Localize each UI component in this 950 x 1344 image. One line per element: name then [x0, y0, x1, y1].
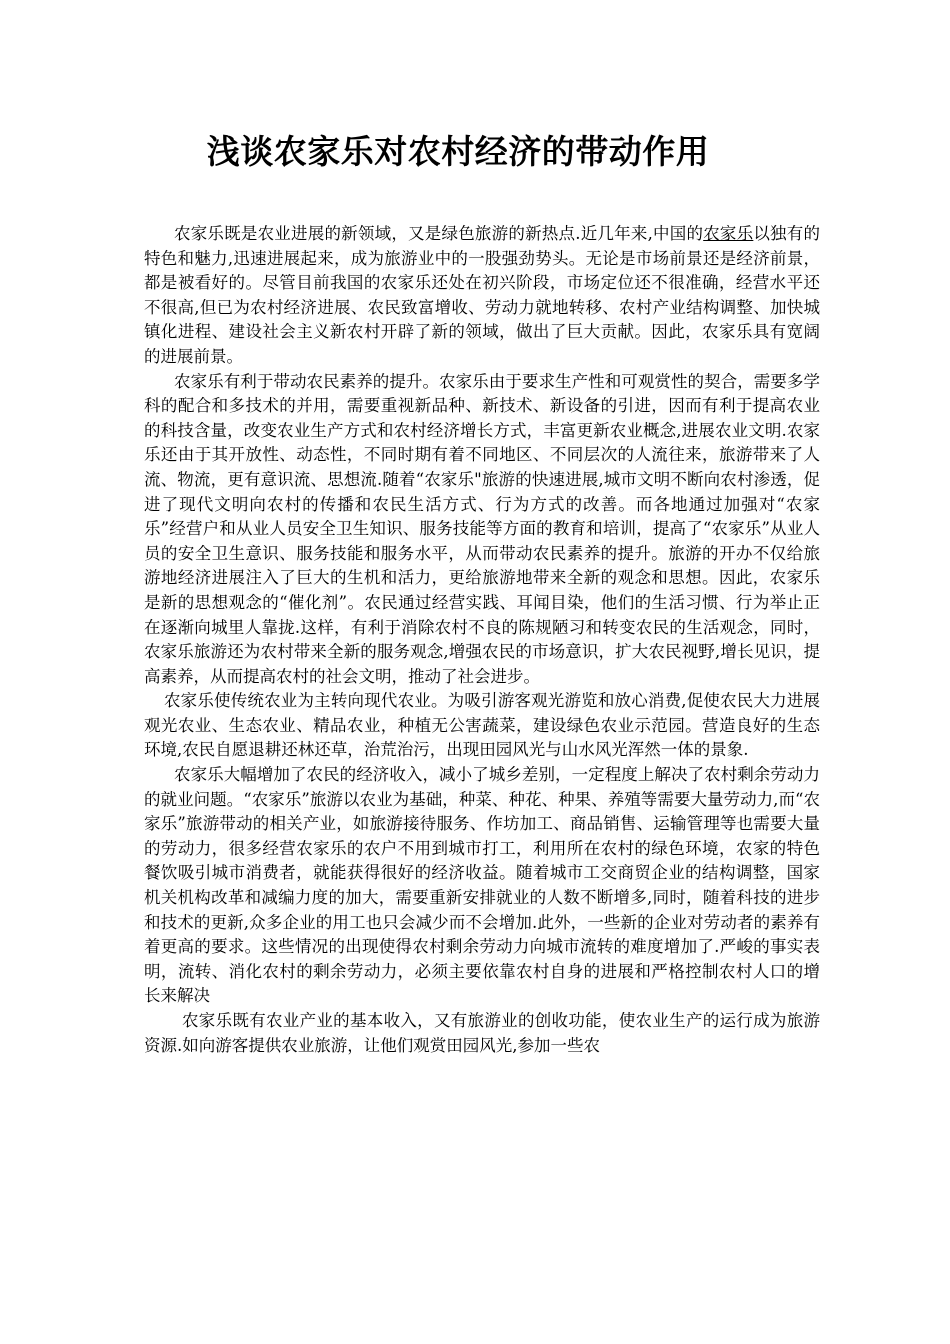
- paragraph-1-text-b: 以独有的特色和魅力,迅速进展起来，成为旅游业中的一股强劲势头。无论是市场前景还是经济前景，都是被看好的。尽管目前我国的农家乐还处在初兴阶段，市场定位还不很准确，经营水平还不很高,但已为农村经济进展、农民致富增收、劳动力就地转移、农村产业结构调整、加快城镇化进程、建设社会主义新农村开辟了新的领域，做出了巨大贡献。因此，农家乐具有宽阔的进展前景。: [144, 224, 820, 366]
- paragraph-3: 农家乐使传统农业为主转向现代农业。为吸引游客观光游览和放心消费,促使农民大力进展观光农业、生态农业、精品农业，种植无公害蔬菜，建设绿色农业示范园。营造良好的生态环境,农民自愿退耕还林还草，治荒治污，出现田园风光与山水风光浑然一体的景象.: [144, 691, 820, 760]
- paragraph-2: 农家乐有利于带动农民素养的提升。农家乐由于要求生产性和可观赏性的契合，需要多学科的配合和多技术的并用，需要重视新品种、新技术、新设备的引进，因而有利于提高农业的科技含量，改变农业生产方式和农村经济增长方式，丰富更新农业概念,进展农业文明.农家乐还由于其开放性、动态性，不同时期有着不同地区、不同层次的人流往来，旅游带来了人流、物流，更有意识流、思想流.随着“农家乐"旅游的快速进展,城市文明不断向农村渗透，促进了现代文明向农村的传播和农民生活方式、行为方式的改善。而各地通过加强对“农家乐”经营户和从业人员安全卫生知识、服务技能等方面的教育和培训，提高了“农家乐”从业人员的安全卫生意识、服务技能和服务水平，从而带动农民素养的提升。旅游的开办不仅给旅游地经济进展注入了巨大的生机和活力，更给旅游地带来全新的观念和思想。因此，农家乐是新的思想观念的“催化剂”。农民通过经营实践、耳闻目染，他们的生活习惯、行为举止正在逐渐向城里人靠拢.这样，有利于消除农村不良的陈规陋习和转变农民的生活观念，同时，农家乐旅游还为农村带来全新的服务观念,增强农民的市场意识，扩大农民视野,增长见识，提高素养，从而提高农村的社会文明，推动了社会进步。: [144, 371, 820, 686]
- paragraph-5: 农家乐既有农业产业的基本收入，又有旅游业的创收功能，使农业生产的运行成为旅游资源.如向游客提供农业旅游，让他们观赏田园风光,参加一些农: [144, 1011, 820, 1055]
- document-body: [144, 222, 820, 1058]
- nongjiale-link[interactable]: 农家乐: [703, 224, 754, 243]
- paragraph-4: 农家乐大幅增加了农民的经济收入，减小了城乡差别，一定程度上解决了农村剩余劳动力的就业问题。“农家乐”旅游以农业为基础，种菜、种花、种果、养殖等需要大量劳动力,而“农家乐”旅游带动的相关产业，如旅游接待服务、作坊加工、商品销售、运输管理等也需要大量的劳动力，很多经营农家乐的农户不用到城市打工，利用所在农村的绿色环境，农家的特色餐饮吸引城市消费者，就能获得很好的经济收益。随着城市工交商贸企业的结构调整，国家机关机构改革和减编力度的加大，需要重新安排就业的人数不断增多,同时，随着科技的进步和技术的更新,众多企业的用工也只会减少而不会增加.此外，一些新的企业对劳动者的素养有着更高的要求。这些情况的出现使得农村剩余劳动力向城市流转的难度增加了.严峻的事实表明，流转、消化农村的剩余劳动力，必须主要依靠农村自身的进展和严格控制农村人口的增长来解决: [144, 765, 820, 1006]
- document-title: 浅谈农家乐对农村经济的带动作用: [206, 132, 710, 171]
- paragraph-1-text-a: 农家乐既是农业进展的新领域，又是绿色旅游的新热点.近几年来,中国的: [174, 224, 704, 243]
- paragraph-1: [144, 222, 820, 370]
